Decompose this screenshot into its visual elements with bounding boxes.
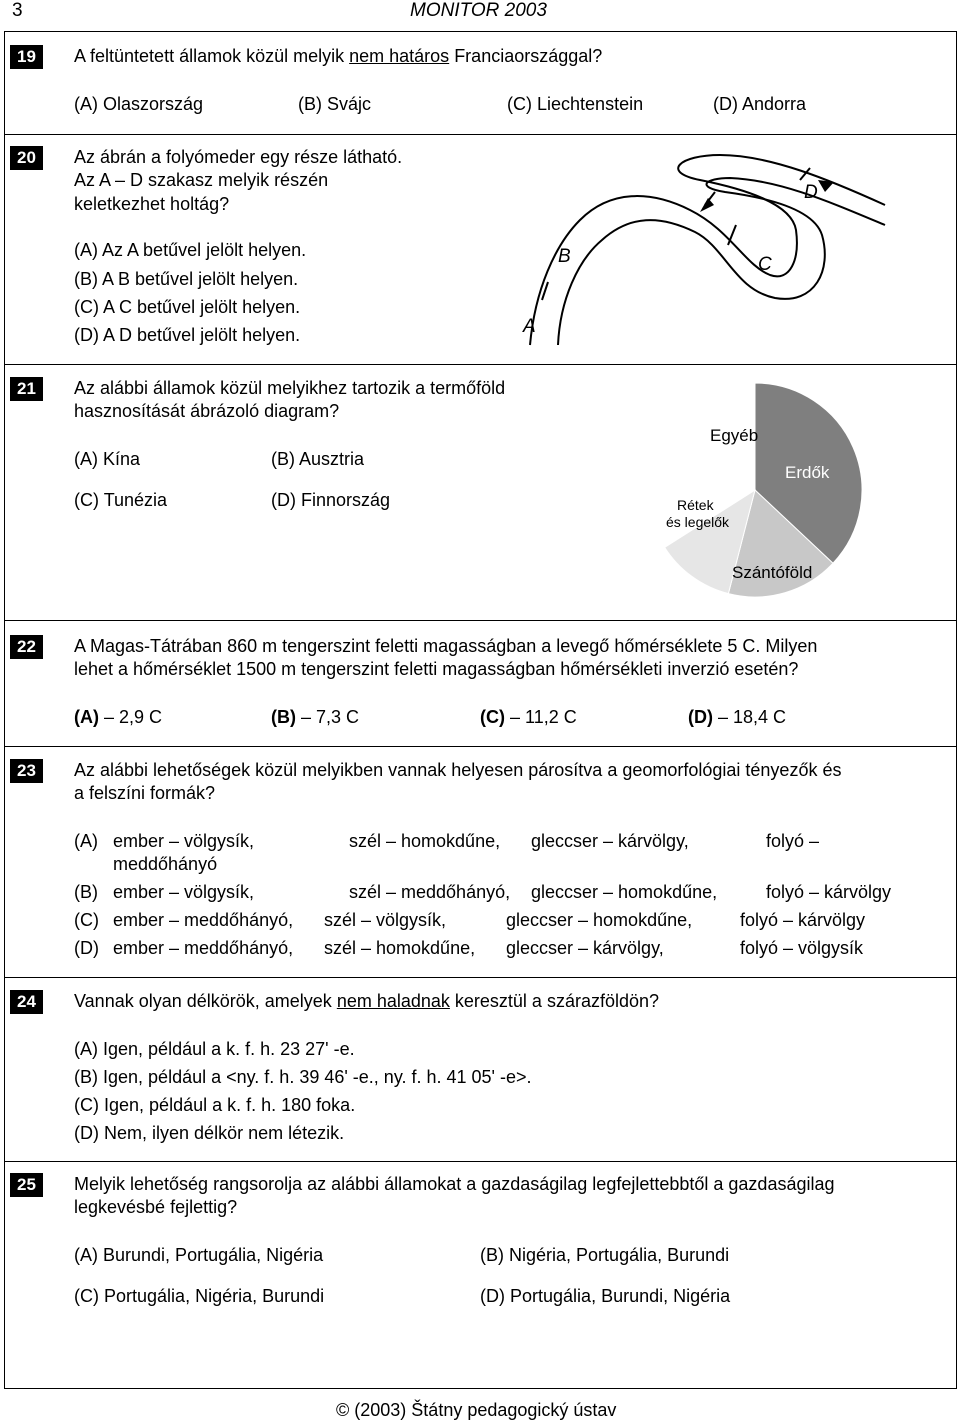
answer-option[interactable]: (A) Az A betűvel jelölt helyen. xyxy=(74,240,307,260)
question-text-line: legkevésbé fejlettig? xyxy=(74,1197,238,1217)
pie-label-retek: Rétek xyxy=(677,497,714,513)
question-text: Vannak olyan délkörök, amelyek nem haladnak keresztül a szárazföldön? xyxy=(74,991,660,1011)
divider xyxy=(4,620,957,621)
answer-letter[interactable]: (C) xyxy=(74,910,99,930)
answer-cell: folyó – kárvölgy xyxy=(740,910,866,930)
answer-cell: szél – homokdűne, xyxy=(324,938,476,958)
pie-label-szanto: Szántóföld xyxy=(732,563,813,582)
answer-option[interactable]: (C) Portugália, Nigéria, Burundi xyxy=(74,1286,325,1306)
question-text-line: keletkezhet holtág? xyxy=(74,194,230,214)
answer-option[interactable]: (C) Liechtenstein xyxy=(507,94,644,114)
answer-option[interactable]: (A) – 2,9 C xyxy=(74,707,163,727)
answer-option[interactable]: (A) Igen, például a k. f. h. 23 27' -e. xyxy=(74,1039,355,1059)
page-title: MONITOR 2003 xyxy=(410,0,547,21)
label-b: B xyxy=(558,246,571,267)
answer-option[interactable]: (C) Tunézia xyxy=(74,490,168,510)
answer-option[interactable]: (C) Igen, például a k. f. h. 180 foka. xyxy=(74,1095,356,1115)
answer-cell: folyó – völgysík xyxy=(740,938,864,958)
answer-cell: gleccser – homokdűne, xyxy=(531,882,718,902)
answer-option[interactable]: (D) Portugália, Burundi, Nigéria xyxy=(480,1286,731,1306)
question-number: 22 xyxy=(10,635,43,659)
answer-letter[interactable]: (B) xyxy=(74,882,98,902)
arrow-icon xyxy=(700,198,714,212)
pie-label-egyeb: Egyéb xyxy=(710,426,759,445)
answer-option[interactable]: (B) A B betűvel jelölt helyen. xyxy=(74,269,299,289)
answer-cell: folyó – kárvölgy xyxy=(766,882,892,902)
footer-copyright: © (2003) Štátny pedagogický ústav xyxy=(336,1400,617,1420)
answer-option[interactable]: (A) Olaszország xyxy=(74,94,204,114)
answer-option[interactable]: (C) A C betűvel jelölt helyen. xyxy=(74,297,301,317)
answer-option[interactable]: (C) – 11,2 C xyxy=(480,707,577,727)
question-text: A feltüntetett államok közül melyik nem határos Franciaországgal? xyxy=(74,46,603,66)
question-number: 19 xyxy=(10,45,43,69)
page-number: 3 xyxy=(12,0,23,21)
label-c: C xyxy=(758,254,772,275)
answer-cell: folyó – xyxy=(766,831,820,851)
answer-option[interactable]: (B) Svájc xyxy=(298,94,372,114)
answer-cell: meddőhányó xyxy=(113,854,218,874)
answer-option[interactable]: (B) Igen, például a <ny. f. h. 39 46' -e., ny. f. h. 41 05' -e>. xyxy=(74,1067,532,1087)
answer-cell: gleccser – kárvölgy, xyxy=(506,938,664,958)
divider xyxy=(4,977,957,978)
pie-chart xyxy=(640,378,880,610)
answer-option[interactable]: (D) Nem, ilyen délkör nem létezik. xyxy=(74,1123,345,1143)
river-diagram xyxy=(500,150,900,350)
divider xyxy=(4,364,957,365)
answer-letter[interactable]: (A) xyxy=(74,831,98,851)
answer-option[interactable]: (A) Burundi, Portugália, Nigéria xyxy=(74,1245,324,1265)
answer-cell: gleccser – kárvölgy, xyxy=(531,831,689,851)
label-a: A xyxy=(523,316,536,337)
answer-cell: gleccser – homokdűne, xyxy=(506,910,693,930)
answer-cell: szél – meddőhányó, xyxy=(349,882,511,902)
answer-option[interactable]: (B) Nigéria, Portugália, Burundi xyxy=(480,1245,730,1265)
answer-cell: ember – völgysík, xyxy=(113,831,255,851)
answer-cell: ember – völgysík, xyxy=(113,882,255,902)
question-text-line: lehet a hőmérséklet 1500 m tengerszint feletti magasságban hőmérsékleti inverzió esetén? xyxy=(74,659,799,679)
question-text-line: Az ábrán a folyómeder egy része látható. xyxy=(74,147,403,167)
answer-option[interactable]: (D) Finnország xyxy=(271,490,391,510)
answer-option[interactable]: (B) Ausztria xyxy=(271,449,365,469)
answer-cell: szél – völgysík, xyxy=(324,910,447,930)
question-number: 24 xyxy=(10,990,43,1014)
question-number: 23 xyxy=(10,759,43,783)
answer-option[interactable]: (D) Andorra xyxy=(713,94,807,114)
answer-option[interactable]: (B) – 7,3 C xyxy=(271,707,360,727)
label-d: D xyxy=(804,182,818,203)
divider xyxy=(4,746,957,747)
pie-label-legelok: és legelők xyxy=(666,514,730,530)
question-number: 25 xyxy=(10,1173,43,1197)
answer-option[interactable]: (D) A D betűvel jelölt helyen. xyxy=(74,325,301,345)
answer-cell: ember – meddőhányó, xyxy=(113,910,294,930)
divider xyxy=(4,134,957,135)
question-text-line: A Magas-Tátrában 860 m tengerszint feletti magasságban a levegő hőmérséklete 5 C. Milyen xyxy=(74,636,818,656)
answer-cell: ember – meddőhányó, xyxy=(113,938,294,958)
arrow-icon xyxy=(818,180,834,192)
question-number: 21 xyxy=(10,377,43,401)
question-text-line: Melyik lehetőség rangsorolja az alábbi államokat a gazdaságilag legfejlettebbtől a gazdaságilag xyxy=(74,1174,835,1194)
question-text-line: a felszíni formák? xyxy=(74,783,216,803)
pie-label-erdok: Erdők xyxy=(785,463,830,482)
question-text-line: hasznosítását ábrázoló diagram? xyxy=(74,401,340,421)
answer-cell: szél – homokdűne, xyxy=(349,831,501,851)
answer-option[interactable]: (A) Kína xyxy=(74,449,141,469)
question-text-line: Az A – D szakasz melyik részén xyxy=(74,170,329,190)
question-text-line: Az alábbi államok közül melyikhez tartozik a termőföld xyxy=(74,378,506,398)
divider xyxy=(4,1161,957,1162)
answer-option[interactable]: (D) – 18,4 C xyxy=(688,707,787,727)
question-number: 20 xyxy=(10,146,43,170)
question-text-line: Az alábbi lehetőségek közül melyikben vannak helyesen párosítva a geomorfológiai tényezők és xyxy=(74,760,842,780)
answer-letter[interactable]: (D) xyxy=(74,938,99,958)
